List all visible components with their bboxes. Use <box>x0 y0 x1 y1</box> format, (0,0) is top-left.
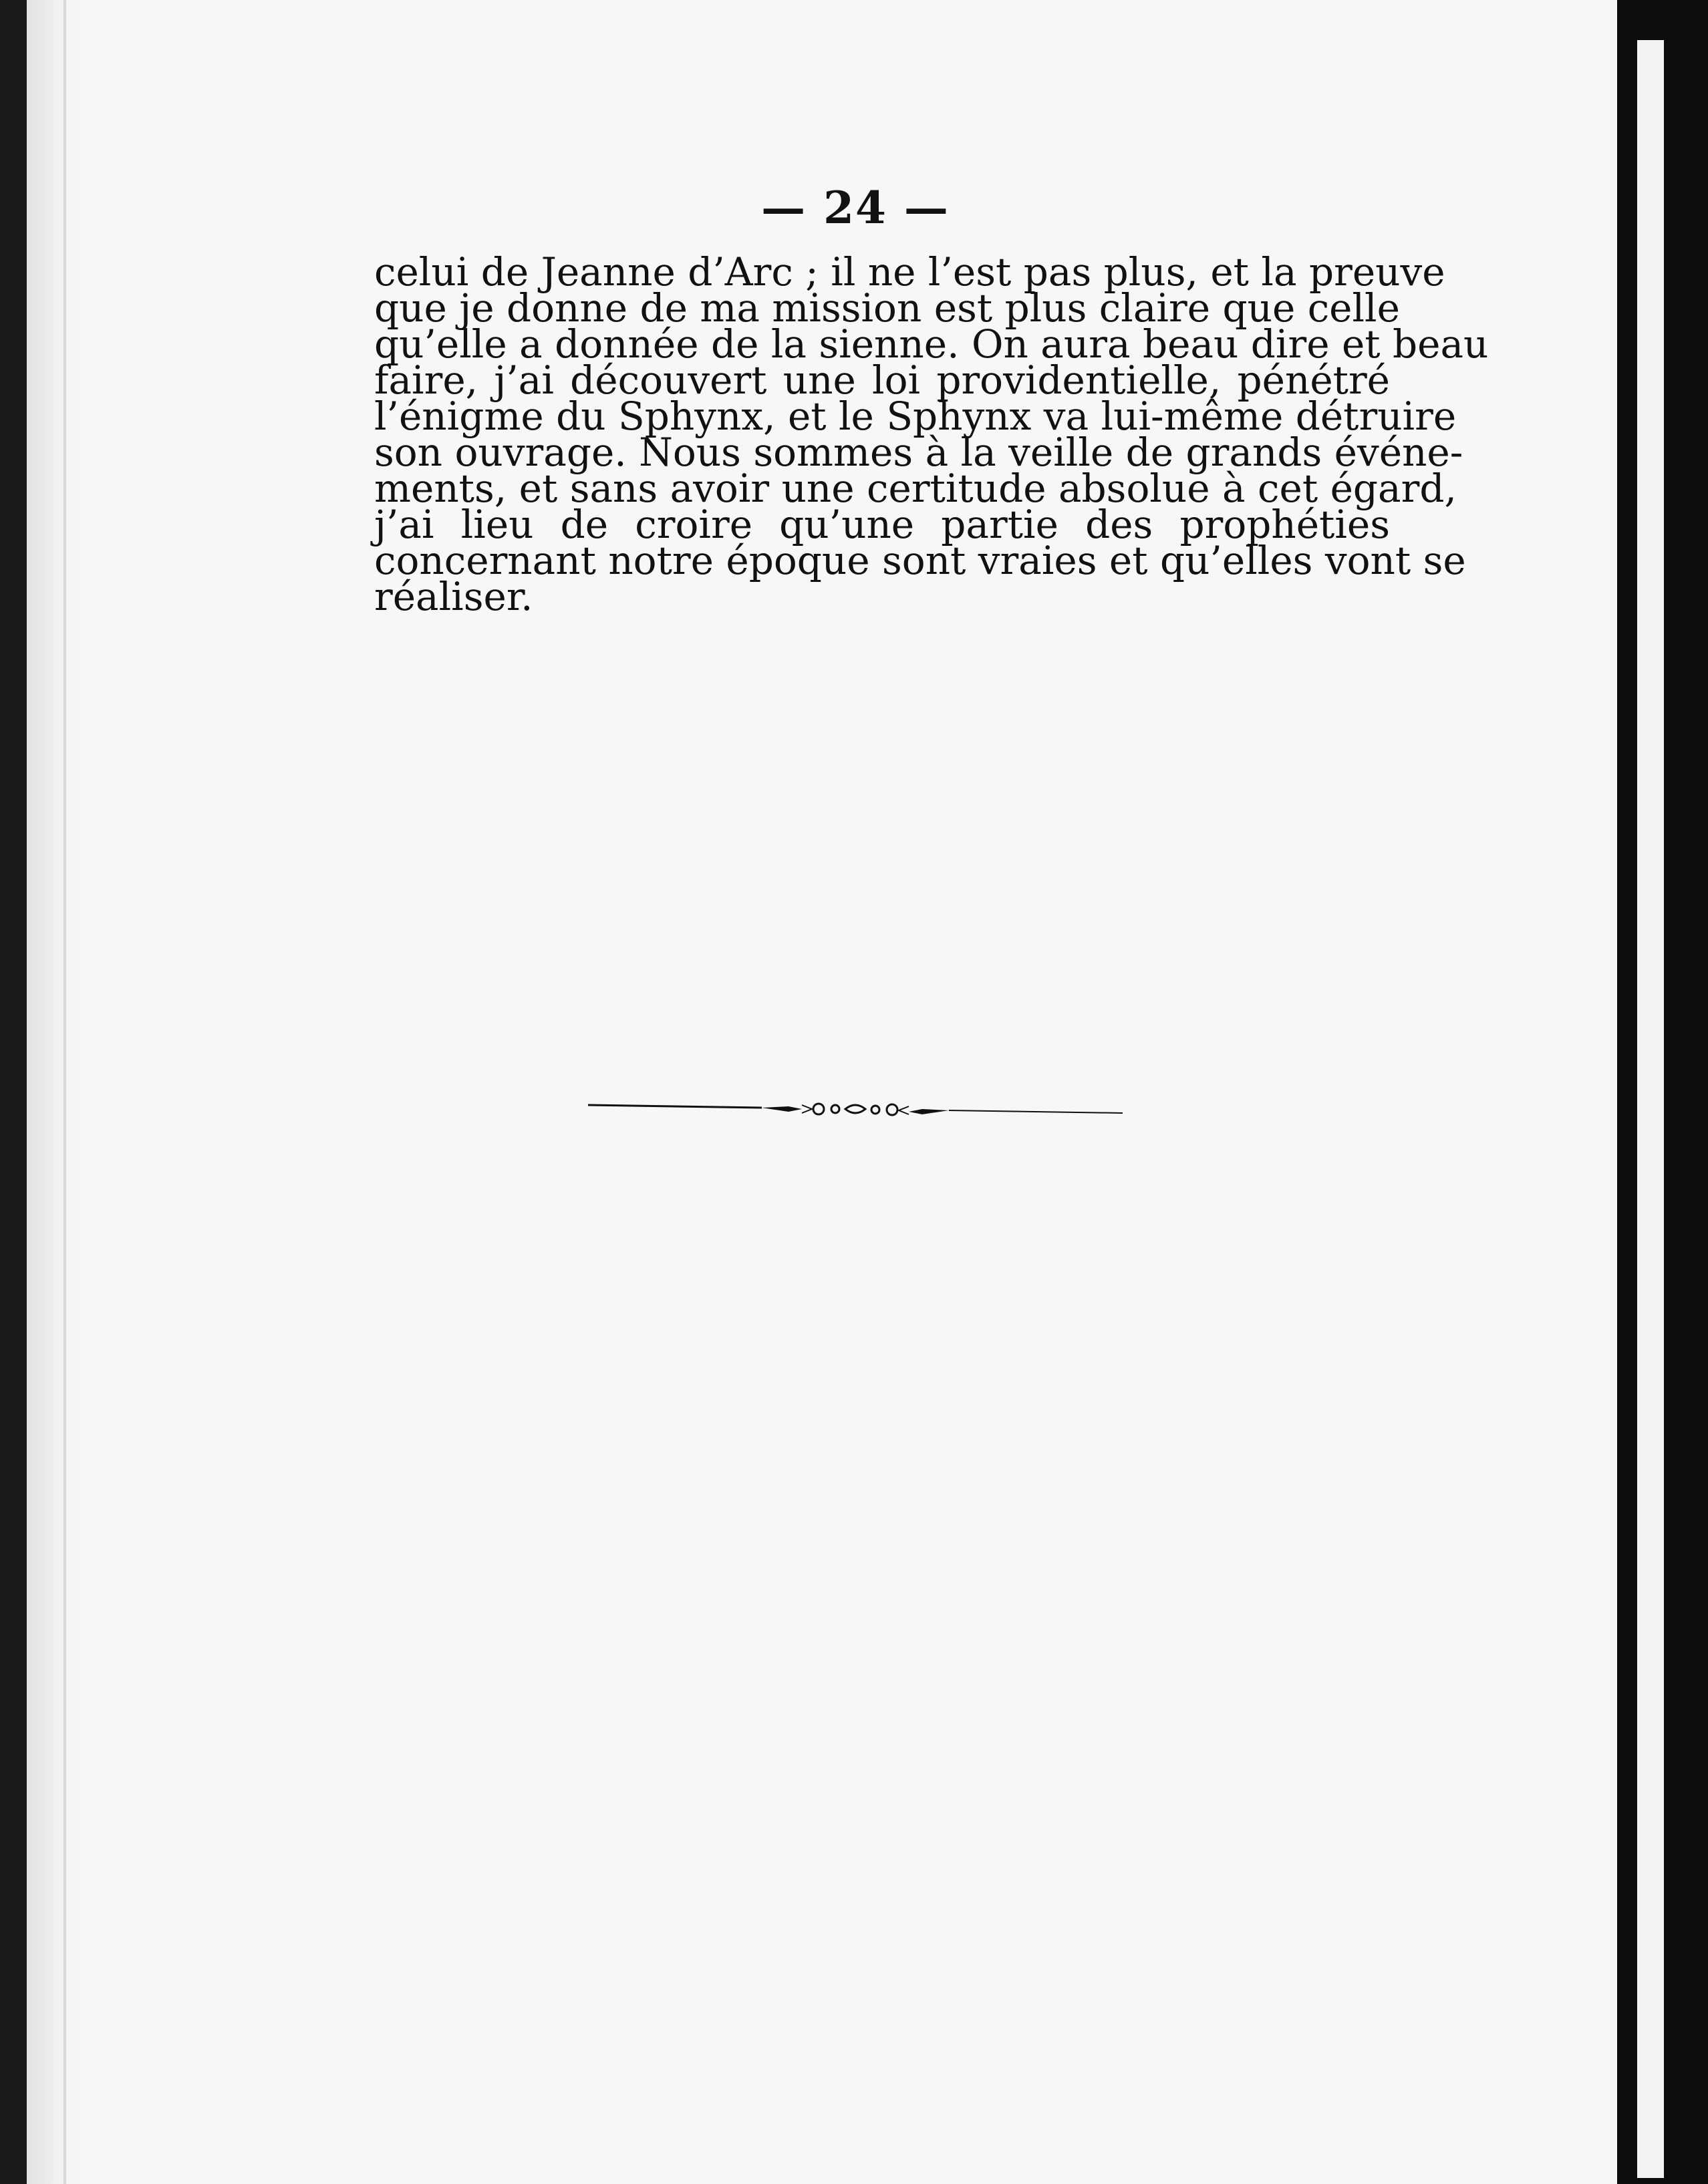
binding-fold-line <box>63 0 66 2184</box>
text-line: concernant notre époque sont vraies et qu’elles vont se <box>374 538 1466 583</box>
page-number: — 24 — <box>761 182 950 234</box>
body-paragraph <box>374 249 1489 619</box>
paper-left-edge <box>27 0 87 2184</box>
text-line: faire, j’ai découvert une loi providentielle, pénétré <box>374 357 1390 403</box>
text-line: son ouvrage. Nous sommes à la veille de grands événe- <box>374 430 1463 475</box>
torn-paper-strip <box>1637 40 1664 2178</box>
text-line: j’ai lieu de croire qu’une partie des prophéties <box>374 502 1390 547</box>
text-line: que je donne de ma mission est plus claire que celle <box>374 285 1400 331</box>
text-line: qu’elle a donnée de la sienne. On aura beau dire et beau <box>374 321 1489 367</box>
text-line: réaliser. <box>374 574 533 619</box>
text-line: celui de Jeanne d’Arc ; il ne l’est pas plus, et la preuve <box>374 249 1445 295</box>
text-line: ments, et sans avoir une certitude absolue à cet égard, <box>374 466 1457 511</box>
text-line: l’énigme du Sphynx, et le Sphynx va lui-même détruire <box>374 394 1457 439</box>
decorative-rule-ornament <box>588 1089 1123 1129</box>
